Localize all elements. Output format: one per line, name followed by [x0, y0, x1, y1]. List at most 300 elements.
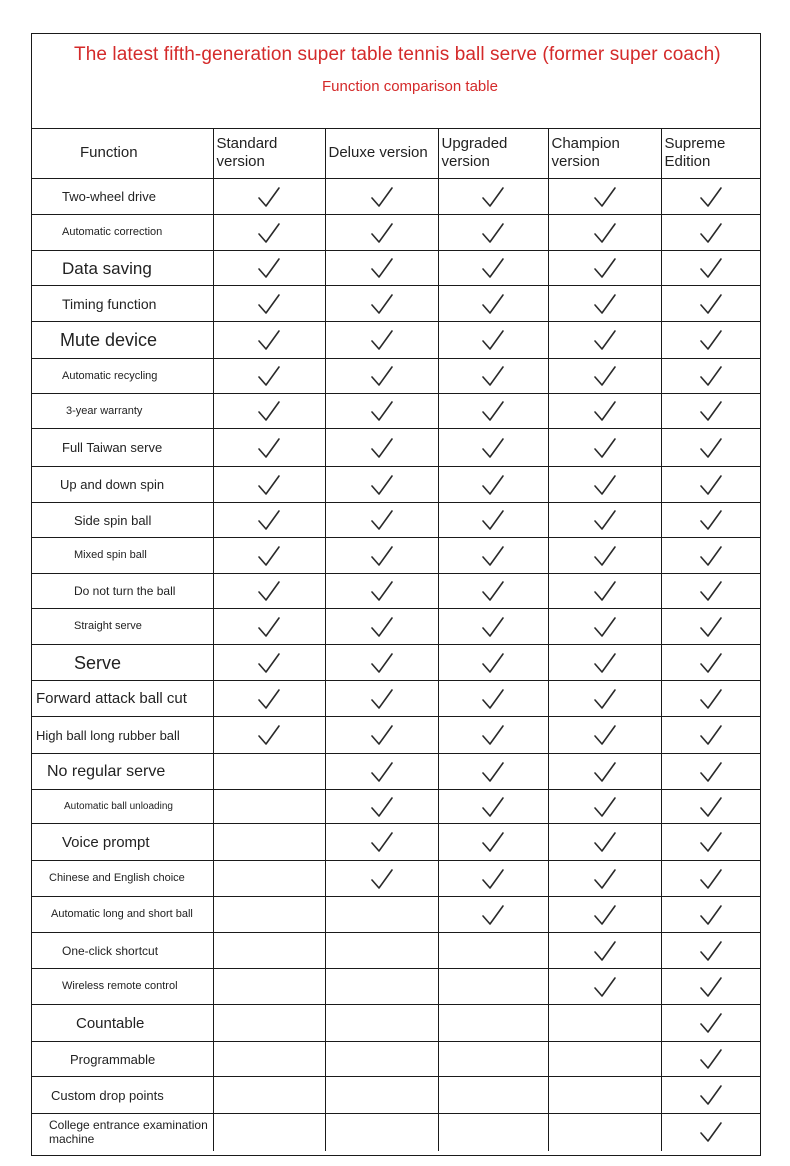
check-cell [213, 609, 325, 645]
check-cell [548, 933, 661, 969]
check-cell [213, 861, 325, 897]
table-row [32, 1005, 760, 1042]
check-mark-icon [257, 582, 281, 599]
check-cell [213, 467, 325, 503]
check-cell [325, 933, 438, 969]
check-cell [661, 429, 760, 467]
check-cell [325, 503, 438, 538]
table-row [32, 717, 760, 754]
feature-label: Programmable [32, 1042, 213, 1077]
check-mark-icon [593, 654, 617, 671]
check-mark-icon [699, 511, 723, 528]
check-mark-icon [370, 798, 394, 815]
check-mark-icon [481, 367, 505, 384]
check-cell [548, 1114, 661, 1151]
check-mark-icon [593, 582, 617, 599]
check-mark-icon [370, 654, 394, 671]
check-mark-icon [481, 188, 505, 205]
check-cell [548, 1005, 661, 1042]
check-cell [213, 359, 325, 394]
check-mark-icon [481, 476, 505, 493]
check-cell [325, 467, 438, 503]
check-mark-icon [593, 547, 617, 564]
check-cell [661, 574, 760, 609]
check-cell [325, 429, 438, 467]
feature-label: Two-wheel drive [32, 179, 213, 215]
check-mark-icon [481, 763, 505, 780]
check-mark-icon [699, 690, 723, 707]
check-mark-icon [699, 367, 723, 384]
check-cell [438, 754, 548, 790]
check-mark-icon [593, 331, 617, 348]
check-cell [548, 538, 661, 574]
check-mark-icon [593, 439, 617, 456]
check-mark-icon [593, 942, 617, 959]
check-mark-icon [257, 295, 281, 312]
check-mark-icon [481, 295, 505, 312]
check-cell [548, 609, 661, 645]
check-cell [325, 861, 438, 897]
check-mark-icon [257, 618, 281, 635]
check-mark-icon [370, 547, 394, 564]
check-mark-icon [699, 1123, 723, 1140]
check-mark-icon [370, 224, 394, 241]
check-cell [325, 394, 438, 429]
check-cell [438, 574, 548, 609]
check-cell [661, 1042, 760, 1077]
check-cell [325, 359, 438, 394]
check-mark-icon [481, 511, 505, 528]
check-mark-icon [699, 188, 723, 205]
check-cell [325, 645, 438, 681]
check-mark-icon [593, 763, 617, 780]
check-cell [438, 824, 548, 861]
table-row [32, 790, 760, 824]
check-mark-icon [257, 259, 281, 276]
feature-label: Chinese and English choice [32, 861, 213, 897]
check-cell [213, 251, 325, 286]
table-row [32, 1114, 760, 1151]
check-cell [548, 251, 661, 286]
check-mark-icon [481, 870, 505, 887]
check-cell [213, 681, 325, 717]
check-cell [661, 251, 760, 286]
check-mark-icon [593, 726, 617, 743]
check-cell [661, 681, 760, 717]
feature-label: Voice prompt [32, 824, 213, 861]
check-cell [661, 538, 760, 574]
table-row [32, 359, 760, 394]
check-cell [325, 179, 438, 215]
check-mark-icon [370, 476, 394, 493]
table-row [32, 215, 760, 251]
check-cell [548, 429, 661, 467]
check-mark-icon [481, 259, 505, 276]
check-mark-icon [593, 906, 617, 923]
check-cell [438, 1114, 548, 1151]
check-cell [438, 1077, 548, 1114]
check-mark-icon [699, 654, 723, 671]
check-cell [438, 645, 548, 681]
check-cell [325, 1042, 438, 1077]
check-cell [325, 609, 438, 645]
check-mark-icon [699, 870, 723, 887]
check-cell [438, 429, 548, 467]
check-mark-icon [370, 295, 394, 312]
feature-label: Wireless remote control [32, 969, 213, 1005]
check-mark-icon [257, 331, 281, 348]
check-cell [213, 503, 325, 538]
check-cell [438, 215, 548, 251]
title-block [32, 34, 760, 129]
table-row [32, 1042, 760, 1077]
check-mark-icon [699, 763, 723, 780]
check-mark-icon [481, 439, 505, 456]
check-mark-icon [370, 763, 394, 780]
table-row [32, 969, 760, 1005]
check-mark-icon [593, 978, 617, 995]
check-mark-icon [481, 402, 505, 419]
check-cell [325, 717, 438, 754]
check-cell [548, 179, 661, 215]
check-cell [325, 790, 438, 824]
check-cell [661, 467, 760, 503]
feature-label: Countable [32, 1005, 213, 1042]
feature-label: Mixed spin ball [32, 538, 213, 574]
feature-label: No regular serve [32, 754, 213, 790]
check-cell [438, 790, 548, 824]
check-mark-icon [257, 690, 281, 707]
feature-label: Serve [32, 645, 213, 681]
check-cell [213, 286, 325, 322]
column-header-supreme: Supreme Edition [661, 128, 760, 179]
check-cell [438, 1042, 548, 1077]
feature-label: 3-year warranty [32, 394, 213, 429]
check-cell [213, 1077, 325, 1114]
check-cell [438, 179, 548, 215]
feature-label: Do not turn the ball [32, 574, 213, 609]
check-mark-icon [481, 690, 505, 707]
table-row [32, 861, 760, 897]
column-header-standard: Standard version [213, 128, 325, 179]
table-row [32, 538, 760, 574]
check-mark-icon [593, 295, 617, 312]
check-cell [548, 824, 661, 861]
check-mark-icon [699, 259, 723, 276]
check-cell [661, 322, 760, 359]
check-cell [661, 933, 760, 969]
check-cell [438, 359, 548, 394]
feature-label: Mute device [32, 322, 213, 359]
check-mark-icon [593, 870, 617, 887]
comparison-table [32, 128, 760, 1151]
check-cell [325, 322, 438, 359]
check-cell [548, 503, 661, 538]
feature-label: Automatic recycling [32, 359, 213, 394]
table-row [32, 322, 760, 359]
check-mark-icon [370, 188, 394, 205]
check-mark-icon [481, 833, 505, 850]
check-cell [325, 286, 438, 322]
check-cell [661, 609, 760, 645]
check-cell [438, 681, 548, 717]
check-mark-icon [481, 618, 505, 635]
check-mark-icon [699, 402, 723, 419]
check-cell [213, 754, 325, 790]
table-row [32, 251, 760, 286]
check-cell [438, 1005, 548, 1042]
check-mark-icon [593, 224, 617, 241]
check-cell [213, 969, 325, 1005]
check-cell [213, 933, 325, 969]
check-mark-icon [481, 224, 505, 241]
check-cell [548, 394, 661, 429]
check-mark-icon [593, 259, 617, 276]
column-header-upgraded: Upgraded version [438, 128, 548, 179]
table-row [32, 286, 760, 322]
check-cell [325, 251, 438, 286]
check-mark-icon [370, 833, 394, 850]
check-mark-icon [370, 331, 394, 348]
check-cell [438, 897, 548, 933]
check-mark-icon [257, 726, 281, 743]
check-cell [213, 824, 325, 861]
check-cell [213, 1042, 325, 1077]
check-mark-icon [593, 476, 617, 493]
check-mark-icon [699, 1086, 723, 1103]
check-cell [325, 574, 438, 609]
feature-label: Custom drop points [32, 1077, 213, 1114]
check-cell [213, 645, 325, 681]
check-cell [661, 179, 760, 215]
check-mark-icon [593, 618, 617, 635]
check-cell [438, 538, 548, 574]
table-row [32, 503, 760, 538]
check-cell [661, 969, 760, 1005]
feature-label: One-click shortcut [32, 933, 213, 969]
check-cell [325, 681, 438, 717]
check-mark-icon [370, 439, 394, 456]
check-mark-icon [593, 798, 617, 815]
check-mark-icon [699, 439, 723, 456]
check-cell [548, 754, 661, 790]
check-mark-icon [593, 511, 617, 528]
check-cell [548, 897, 661, 933]
column-header-deluxe: Deluxe version [325, 128, 438, 179]
check-mark-icon [257, 402, 281, 419]
check-cell [661, 897, 760, 933]
check-mark-icon [481, 331, 505, 348]
check-mark-icon [257, 511, 281, 528]
feature-label: College entrance examination machine [32, 1114, 213, 1151]
table-row [32, 429, 760, 467]
column-header-champion: Champion version [548, 128, 661, 179]
check-cell [438, 394, 548, 429]
check-cell [213, 429, 325, 467]
check-cell [661, 717, 760, 754]
check-cell [548, 359, 661, 394]
check-mark-icon [699, 547, 723, 564]
check-cell [548, 645, 661, 681]
check-cell [213, 538, 325, 574]
check-cell [438, 969, 548, 1005]
table-row [32, 897, 760, 933]
check-mark-icon [370, 870, 394, 887]
feature-label: Forward attack ball cut [32, 681, 213, 717]
check-mark-icon [699, 798, 723, 815]
check-mark-icon [699, 1014, 723, 1031]
check-cell [548, 969, 661, 1005]
table-row [32, 394, 760, 429]
check-cell [548, 1077, 661, 1114]
check-mark-icon [699, 582, 723, 599]
check-cell [438, 503, 548, 538]
check-cell [661, 359, 760, 394]
check-mark-icon [593, 402, 617, 419]
check-mark-icon [593, 833, 617, 850]
table-row [32, 754, 760, 790]
check-cell [213, 215, 325, 251]
check-mark-icon [370, 367, 394, 384]
check-cell [548, 790, 661, 824]
feature-label: Automatic ball unloading [32, 790, 213, 824]
check-cell [213, 574, 325, 609]
check-mark-icon [699, 476, 723, 493]
check-cell [661, 503, 760, 538]
check-cell [438, 286, 548, 322]
check-cell [213, 394, 325, 429]
check-cell [438, 609, 548, 645]
check-cell [661, 754, 760, 790]
check-mark-icon [699, 224, 723, 241]
check-cell [661, 645, 760, 681]
check-cell [213, 897, 325, 933]
check-mark-icon [370, 259, 394, 276]
check-mark-icon [257, 188, 281, 205]
check-cell [548, 717, 661, 754]
feature-label: Timing function [32, 286, 213, 322]
check-cell [438, 717, 548, 754]
check-cell [213, 322, 325, 359]
check-cell [438, 467, 548, 503]
check-cell [548, 681, 661, 717]
check-mark-icon [699, 1050, 723, 1067]
check-mark-icon [481, 654, 505, 671]
feature-label: Up and down spin [32, 467, 213, 503]
table-row [32, 574, 760, 609]
check-cell [325, 215, 438, 251]
check-cell [548, 861, 661, 897]
check-cell [213, 179, 325, 215]
check-mark-icon [699, 942, 723, 959]
check-mark-icon [699, 618, 723, 635]
check-mark-icon [481, 726, 505, 743]
check-cell [213, 1114, 325, 1151]
check-cell [548, 467, 661, 503]
page-subtitle: Function comparison table [322, 78, 498, 95]
feature-label: Side spin ball [32, 503, 213, 538]
check-mark-icon [593, 188, 617, 205]
check-mark-icon [257, 654, 281, 671]
check-cell [438, 933, 548, 969]
check-mark-icon [257, 547, 281, 564]
check-cell [213, 717, 325, 754]
feature-label: Automatic long and short ball [32, 897, 213, 933]
check-cell [438, 861, 548, 897]
check-mark-icon [370, 690, 394, 707]
feature-label: Automatic correction [32, 215, 213, 251]
table-row [32, 179, 760, 215]
check-cell [438, 322, 548, 359]
check-cell [548, 286, 661, 322]
check-cell [661, 215, 760, 251]
check-mark-icon [370, 511, 394, 528]
check-cell [325, 824, 438, 861]
feature-label: Full Taiwan serve [32, 429, 213, 467]
table-body [32, 179, 760, 1151]
check-cell [325, 897, 438, 933]
check-cell [661, 1005, 760, 1042]
check-mark-icon [699, 295, 723, 312]
check-cell [548, 1042, 661, 1077]
check-mark-icon [699, 726, 723, 743]
check-cell [661, 286, 760, 322]
check-mark-icon [370, 582, 394, 599]
check-cell [548, 574, 661, 609]
table-row [32, 609, 760, 645]
table-row [32, 1077, 760, 1114]
check-mark-icon [699, 331, 723, 348]
check-mark-icon [257, 476, 281, 493]
check-cell [661, 1077, 760, 1114]
check-mark-icon [593, 367, 617, 384]
feature-label: High ball long rubber ball [32, 717, 213, 754]
column-header-function: Function [32, 128, 213, 179]
check-mark-icon [593, 690, 617, 707]
check-mark-icon [257, 224, 281, 241]
page-title: The latest fifth-generation super table tennis ball serve (former super coach) [74, 44, 721, 65]
table-header-row [32, 128, 760, 179]
check-mark-icon [257, 439, 281, 456]
check-mark-icon [481, 906, 505, 923]
check-mark-icon [370, 618, 394, 635]
check-cell [661, 394, 760, 429]
check-cell [438, 251, 548, 286]
check-cell [661, 861, 760, 897]
check-mark-icon [699, 906, 723, 923]
check-mark-icon [257, 367, 281, 384]
check-cell [661, 1114, 760, 1151]
table-row [32, 824, 760, 861]
check-cell [548, 322, 661, 359]
table-row [32, 645, 760, 681]
check-mark-icon [370, 726, 394, 743]
check-cell [213, 1005, 325, 1042]
check-mark-icon [370, 402, 394, 419]
check-cell [213, 790, 325, 824]
check-cell [661, 790, 760, 824]
comparison-sheet [31, 33, 761, 1156]
check-mark-icon [699, 833, 723, 850]
check-mark-icon [481, 547, 505, 564]
check-cell [325, 1077, 438, 1114]
check-cell [325, 754, 438, 790]
feature-label: Straight serve [32, 609, 213, 645]
feature-label: Data saving [32, 251, 213, 286]
check-mark-icon [699, 978, 723, 995]
table-row [32, 467, 760, 503]
table-row [32, 933, 760, 969]
